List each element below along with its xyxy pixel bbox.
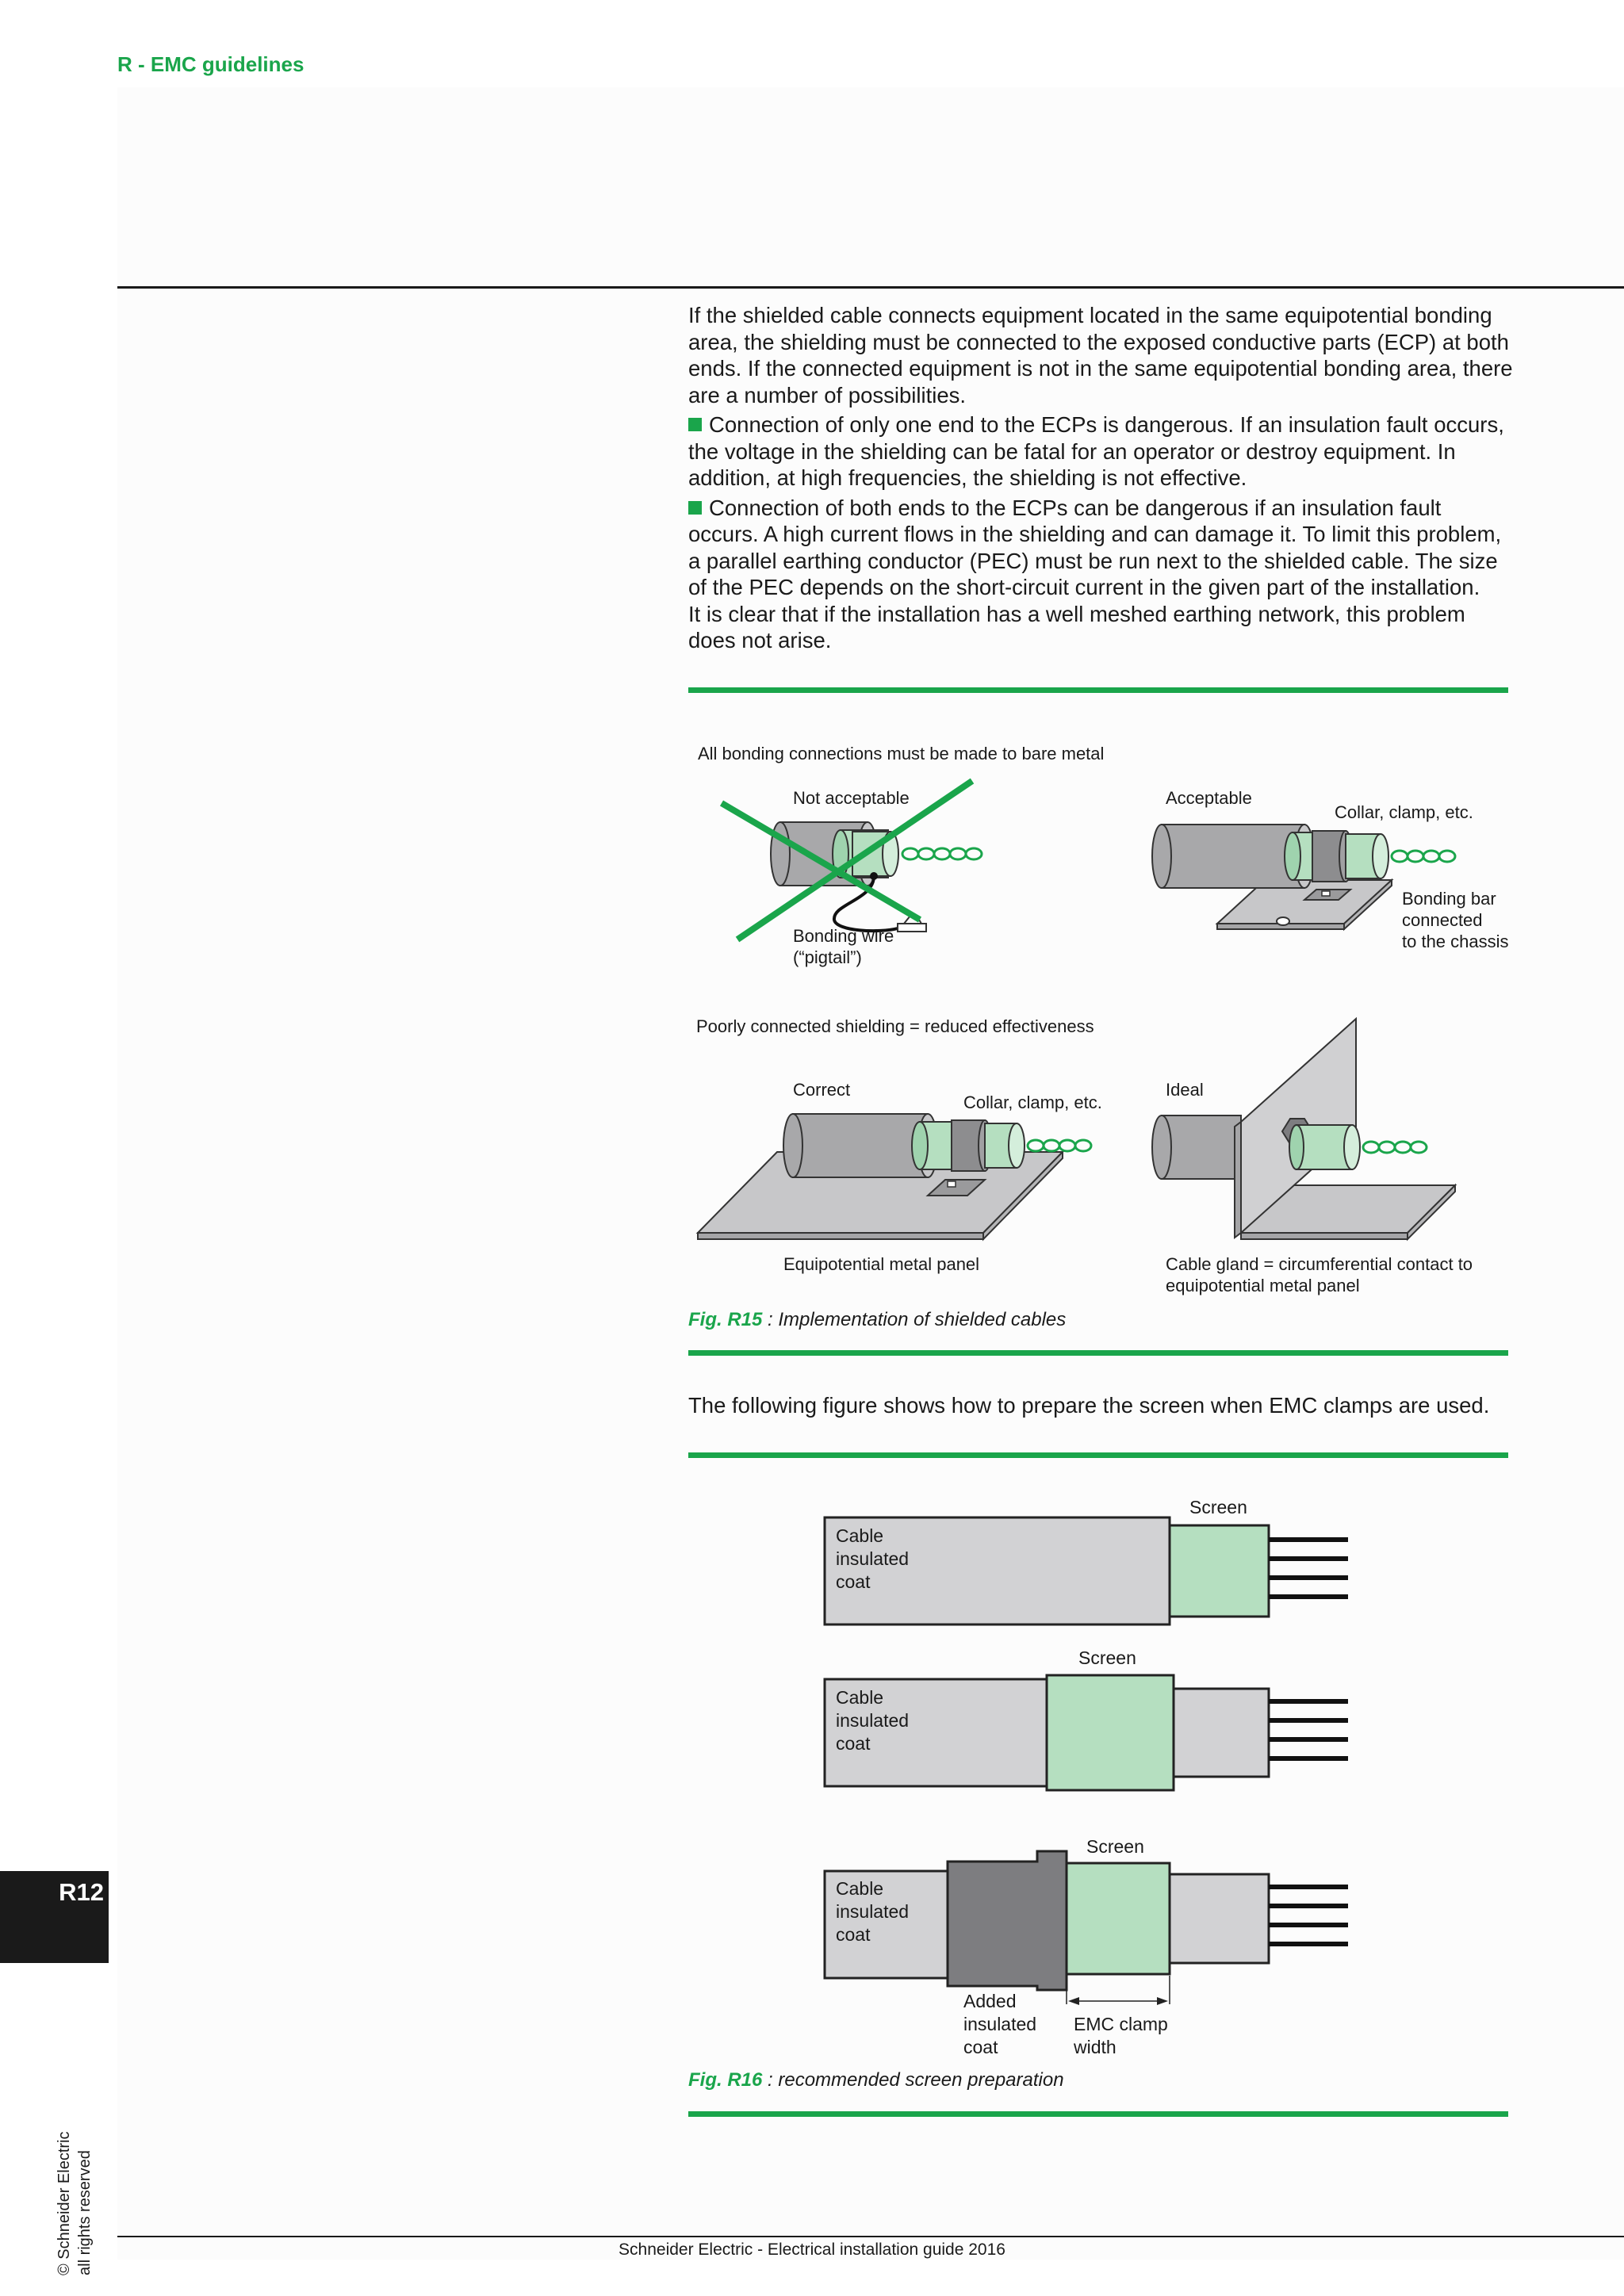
label-coat-line: coat <box>836 1733 871 1754</box>
bullet-text: Connection of both ends to the ECPs can be dangerous if an insulation fault occurs. A high current flows in the shielding and can damage it. To limit this problem, a parallel earthing conductor (PEC) must be run next to the shielded cable. The size of the PEC depends on the short-circuit current in the given part of the installation. <box>688 495 1502 599</box>
label-connected: connected <box>1402 910 1483 930</box>
ideal-illustration <box>1146 1043 1463 1241</box>
label-emc-clamp-line: EMC clamp <box>1074 2014 1168 2034</box>
label-screen-row2: Screen <box>1078 1647 1136 1668</box>
label-coat-line: coat <box>836 1924 871 1945</box>
label-cable-row3 <box>836 1877 909 1946</box>
figure-r15-bottom-rule <box>688 1350 1508 1356</box>
label-cable-gland: Cable gland = circumferential contact to <box>1166 1254 1473 1274</box>
label-cable-row1 <box>836 1525 909 1594</box>
correct-illustration <box>690 1098 1102 1249</box>
label-coat-line: coat <box>963 2037 998 2057</box>
label-gland-panel: equipotential metal panel <box>1166 1276 1360 1295</box>
bullet-text: Connection of only one end to the ECPs is dangerous. If an insulation fault occurs, the voltage in the shielding can be fatal for an operator or destroy equipment. In addition, at high frequencies, the shielding is not effective. <box>688 412 1504 490</box>
label-collar-bottom: Collar, clamp, etc. <box>963 1093 1102 1112</box>
figure-number: Fig. R16 <box>688 2069 763 2091</box>
bullet-square-icon <box>688 418 702 431</box>
acceptable-illustration <box>1146 793 1415 959</box>
label-pigtail: (“pigtail”) <box>793 947 862 967</box>
label-bonding-bar: Bonding bar <box>1402 889 1496 909</box>
figure-number: Fig. R15 <box>688 1309 763 1330</box>
label-poorly-connected: Poorly connected shielding = reduced effectiveness <box>696 1016 1094 1036</box>
label-not-acceptable: Not acceptable <box>793 788 910 808</box>
figure-r15-caption <box>688 1309 1066 1331</box>
bullet-item-one-end <box>688 411 1513 492</box>
label-cable-line: Cable <box>836 1878 884 1899</box>
label-bonding-wire: Bonding wire <box>793 926 894 946</box>
label-insulated-line: insulated <box>836 1901 910 1922</box>
label-correct: Correct <box>793 1080 851 1100</box>
bullet-item-both-ends <box>688 495 1513 601</box>
label-bonding: All bonding connections must be made to bare metal <box>698 744 1105 763</box>
header-divider <box>117 286 1624 289</box>
bullet-square-icon <box>688 501 702 515</box>
label-width-line: width <box>1074 2037 1116 2057</box>
rights-line: all rights reserved <box>76 2150 94 2275</box>
label-cable-line: Cable <box>836 1687 884 1708</box>
label-screen-row3: Screen <box>1086 1836 1144 1857</box>
label-added-insulated-coat <box>963 1990 1036 2059</box>
page-tab-label: R12 <box>59 1878 104 1906</box>
page-tab <box>0 1871 109 1963</box>
label-collar-top: Collar, clamp, etc. <box>1335 802 1473 822</box>
label-insulated-line: insulated <box>836 1548 910 1569</box>
label-coat-line: coat <box>836 1571 871 1592</box>
label-insulated-line: insulated <box>963 2014 1037 2034</box>
label-insulated-line: insulated <box>836 1710 910 1731</box>
label-cable-row2 <box>836 1686 909 1755</box>
figure-r16-top-rule <box>688 1452 1508 1458</box>
section-title: R - EMC guidelines <box>117 52 304 76</box>
figure-r16-caption <box>688 2069 1064 2091</box>
label-cable-line: Cable <box>836 1525 884 1546</box>
middle-paragraph: The following figure shows how to prepare the screen when EMC clamps are used. <box>688 1393 1490 1418</box>
figure-caption-text: : Implementation of shielded cables <box>762 1309 1067 1330</box>
label-screen-row1: Screen <box>1189 1497 1247 1517</box>
footer-divider <box>117 2236 1624 2237</box>
copyright-line: © Schneider Electric <box>56 2131 73 2275</box>
label-acceptable: Acceptable <box>1166 788 1252 808</box>
intro-text <box>688 302 1513 657</box>
not-acceptable-illustration <box>714 773 983 947</box>
label-to-chassis: to the chassis <box>1402 932 1509 951</box>
label-added-line: Added <box>963 1991 1017 2011</box>
figure-caption-text: : recommended screen preparation <box>762 2069 1064 2091</box>
label-emc-clamp-width <box>1074 2013 1168 2059</box>
figure-r16-bottom-rule <box>688 2111 1508 2117</box>
label-equipotential-panel: Equipotential metal panel <box>783 1254 980 1274</box>
intro-paragraph: If the shielded cable connects equipment located in the same equipotential bonding area, the shielding must be connected to the exposed conductive parts (ECP) at both ends. If the connected equipment is not in the same equipotential bonding area, there are a number of possibilities. <box>688 303 1513 408</box>
closing-paragraph: It is clear that if the installation has a well meshed earthing network, this problem does not arise. <box>688 601 1465 652</box>
label-ideal: Ideal <box>1166 1080 1204 1100</box>
figure-r15-top-rule <box>688 687 1508 693</box>
page-footer: Schneider Electric - Electrical installation guide 2016 <box>619 2241 1005 2259</box>
